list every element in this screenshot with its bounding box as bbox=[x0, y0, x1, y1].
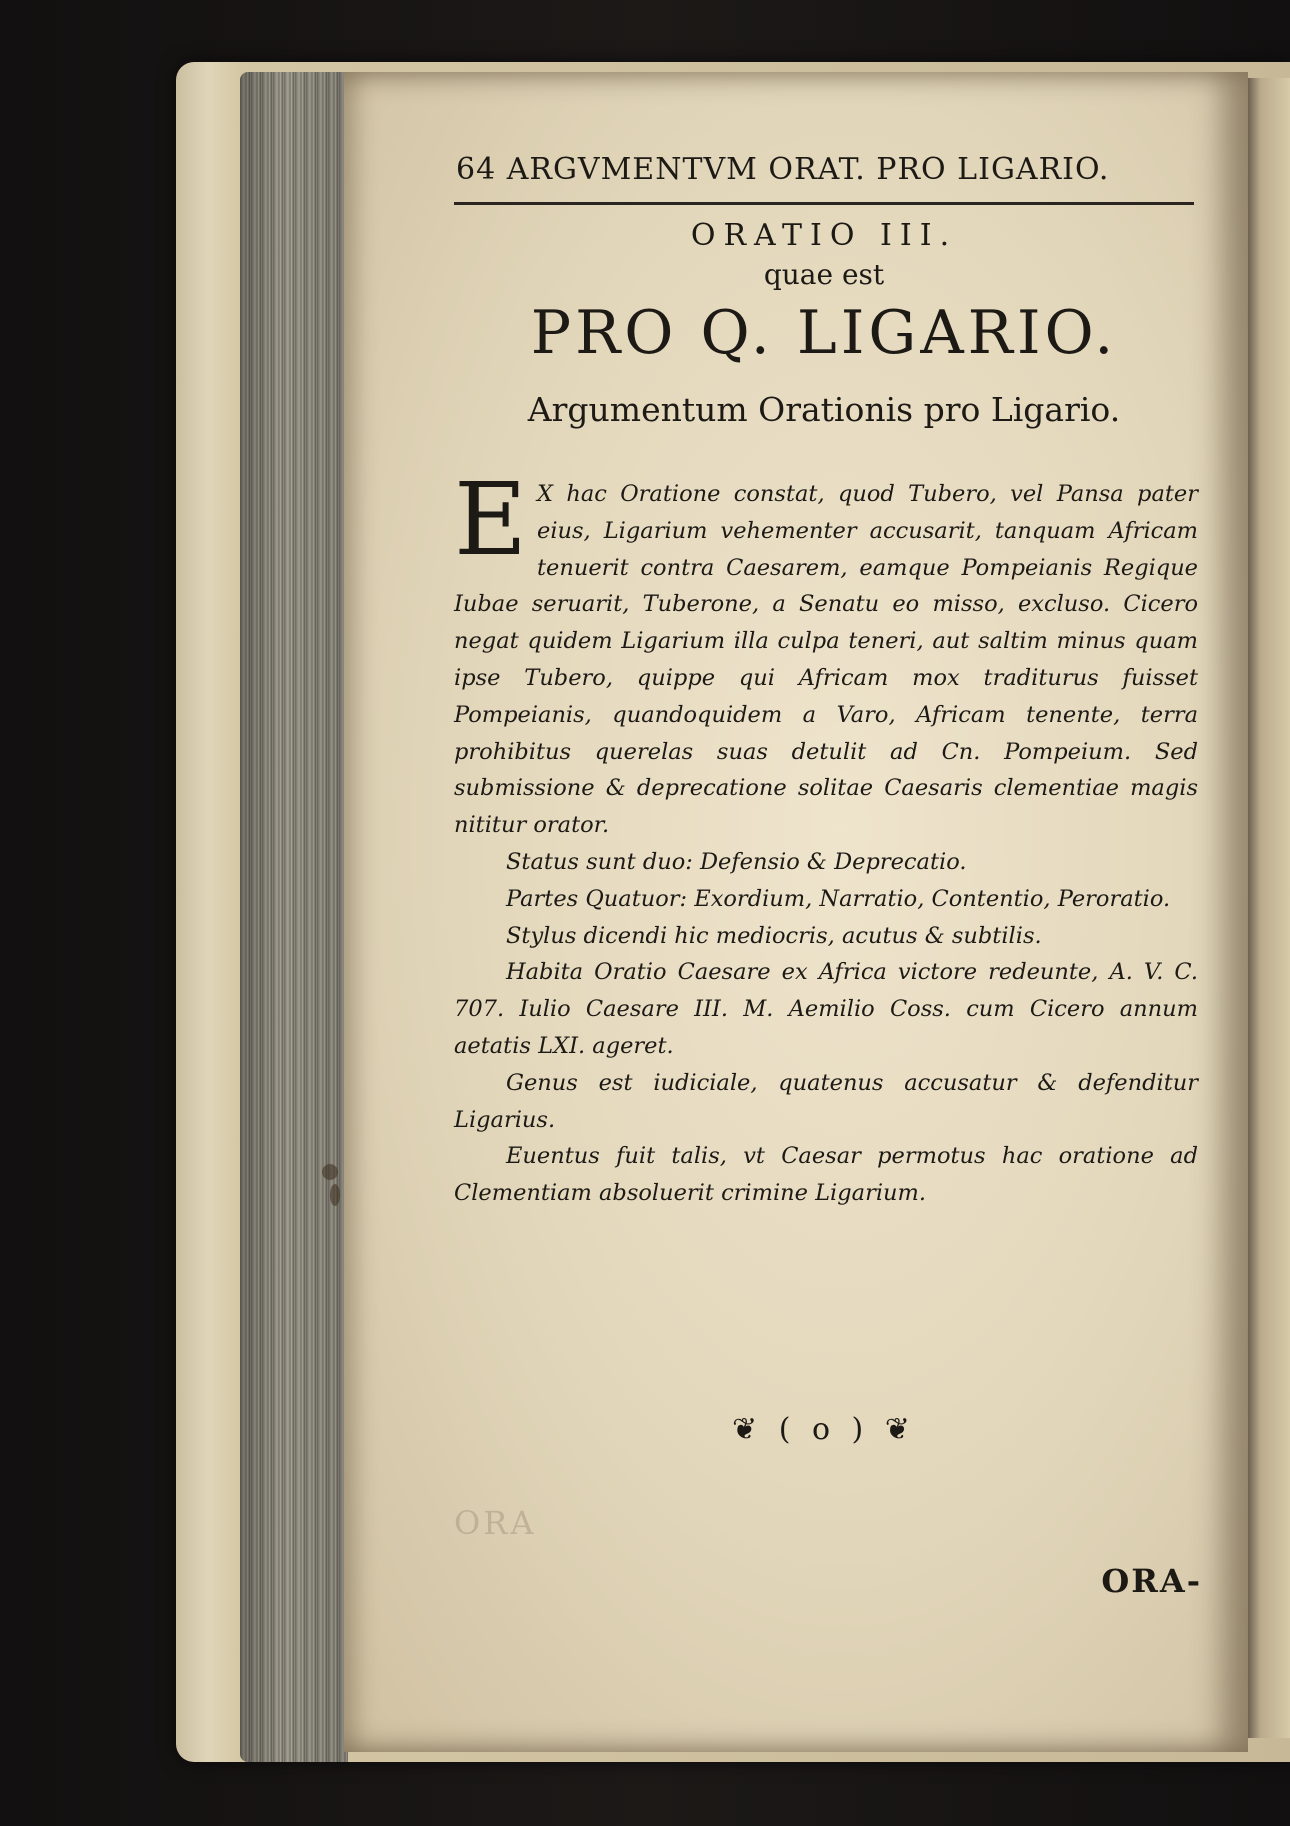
paragraph-habita: Habita Oratio Caesare ex Africa victore redeunte, A. V. C. 707. Iulio Caesare III. M. Aemilio Coss. cum Cicero annum aetatis LXI. ageret. bbox=[454, 959, 1198, 1059]
paragraph-partes: Partes Quatuor: Exordium, Narratio, Contentio, Peroratio. bbox=[506, 885, 1171, 912]
oratio-heading: ORATIO III. bbox=[690, 218, 958, 253]
paragraph-stylus: Stylus dicendi hic mediocris, acutus & subtilis. bbox=[506, 922, 1042, 949]
argument-title: Argumentum Orationis pro Ligario. bbox=[527, 390, 1121, 429]
head-rule bbox=[454, 202, 1194, 205]
running-head: 64 ARGVMENTVM ORAT. PRO LIGARIO. bbox=[456, 152, 1110, 187]
facing-page-edge bbox=[1248, 78, 1290, 1738]
ink-stain bbox=[322, 1164, 338, 1180]
drop-cap: E bbox=[454, 461, 527, 578]
book-page bbox=[344, 72, 1248, 1752]
paragraph-1 bbox=[454, 461, 1198, 844]
bleed-through-text: ORA bbox=[454, 1504, 537, 1542]
ornament-icon: ❦ ( o ) ❦ bbox=[732, 1412, 916, 1447]
paragraph-euentus: Euentus fuit talis, vt Caesar permotus hac oratione ad Clementiam absoluerit crimine Ligarium. bbox=[454, 1143, 1198, 1207]
catchword: ORA- bbox=[1101, 1562, 1202, 1600]
body-text bbox=[454, 461, 1198, 1212]
paragraph-status: Status sunt duo: Defensio & Deprecatio. bbox=[506, 848, 967, 875]
paragraph-genus: Genus est iudiciale, quatenus accusatur & defenditur Ligarius. bbox=[454, 1069, 1198, 1133]
page-title: PRO Q. LIGARIO. bbox=[530, 298, 1118, 368]
paragraph-1-text: X hac Oratione constat, quod Tubero, vel Pansa pater eius, Ligarium vehementer accusarit, tanquam Africam tenuerit contra Caesarem, eamque Pompeianis Regique Iubae seruarit, Tuberone, a Senatu eo misso, excluso. Cicero negat quidem Ligarium illa culpa teneri, aut saltim minus quam ipse Tubero, quippe qui Africam mox traditurus fuisset Pompeianis, quandoquidem a Varo, Africam tenente, terra prohibitus querelas suas detulit ad Cn. Pompeium. Sed submissione & deprecatione solitae Caesaris clementiae magis nititur orator. bbox=[454, 481, 1198, 839]
ink-stain bbox=[330, 1184, 340, 1206]
page-edges-shade bbox=[240, 72, 348, 1762]
subheading: quae est bbox=[763, 258, 885, 291]
